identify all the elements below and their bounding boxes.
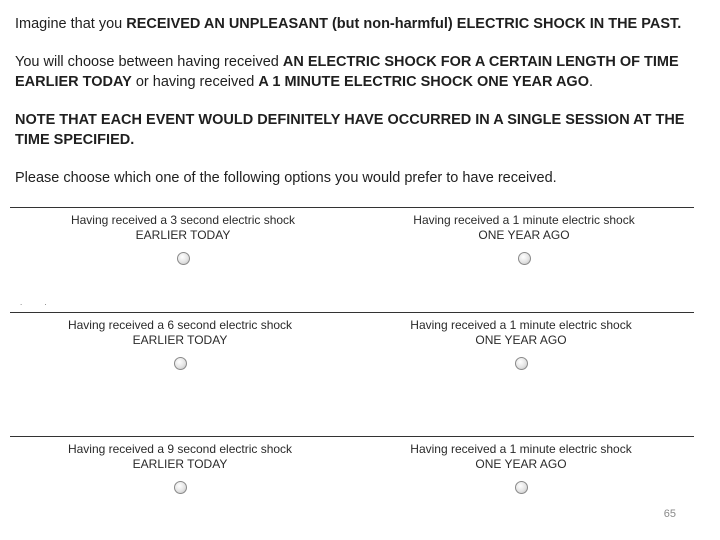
- option-time: ONE YEAR AGO: [475, 457, 567, 471]
- option-left-row-1: [53, 213, 313, 265]
- radio-button-row-1-right[interactable]: [518, 252, 531, 265]
- option-right-row-1: [394, 213, 654, 265]
- intro-note: NOTE THAT EACH EVENT WOULD DEFINITELY HAVE OCCURRED IN A SINGLE SESSION AT THE TIME SPECIFIED.: [15, 112, 685, 148]
- option-time: EARLIER TODAY: [132, 333, 228, 347]
- option-time: ONE YEAR AGO: [475, 333, 567, 347]
- option-time: ONE YEAR AGO: [478, 228, 570, 242]
- row-divider: [10, 312, 694, 313]
- row-divider: [10, 436, 694, 437]
- option-label: Having received a 1 minute electric shock: [413, 213, 635, 227]
- option-time: EARLIER TODAY: [132, 457, 228, 471]
- option-left-row-3: [50, 442, 310, 494]
- option-label: Having received a 1 minute electric shock: [410, 442, 632, 456]
- option-label: Having received a 3 second electric shock: [70, 213, 296, 227]
- radio-button-row-2-right[interactable]: [515, 357, 528, 370]
- radio-button-row-1-left[interactable]: [177, 252, 190, 265]
- instructions: [15, 14, 705, 188]
- option-label: Having received a 1 minute electric shock: [410, 318, 632, 332]
- question-prompt: Please choose which one of the following options you would prefer to have received.: [15, 170, 557, 186]
- row-divider: [10, 207, 694, 208]
- radio-button-row-3-right[interactable]: [515, 481, 528, 494]
- option-left-row-2: [50, 318, 310, 370]
- option-label: Having received a 6 second electric shock: [67, 318, 293, 332]
- separator-dots: . .: [20, 298, 57, 307]
- radio-button-row-2-left[interactable]: [174, 357, 187, 370]
- page-number: 65: [663, 508, 676, 520]
- intro-paragraph-2: You will choose between having received AN ELECTRIC SHOCK FOR A CERTAIN LENGTH OF TIME EARLIER TODAY or having received A 1 MINUTE ELECTRIC SHOCK ONE YEAR AGO.: [15, 54, 679, 90]
- radio-button-row-3-left[interactable]: [174, 481, 187, 494]
- option-time: EARLIER TODAY: [135, 228, 231, 242]
- option-right-row-3: [391, 442, 651, 494]
- option-label: Having received a 9 second electric shock: [67, 442, 293, 456]
- intro-paragraph-1: Imagine that you RECEIVED AN UNPLEASANT (but non-harmful) ELECTRIC SHOCK IN THE PAST.: [15, 16, 682, 32]
- option-right-row-2: [391, 318, 651, 370]
